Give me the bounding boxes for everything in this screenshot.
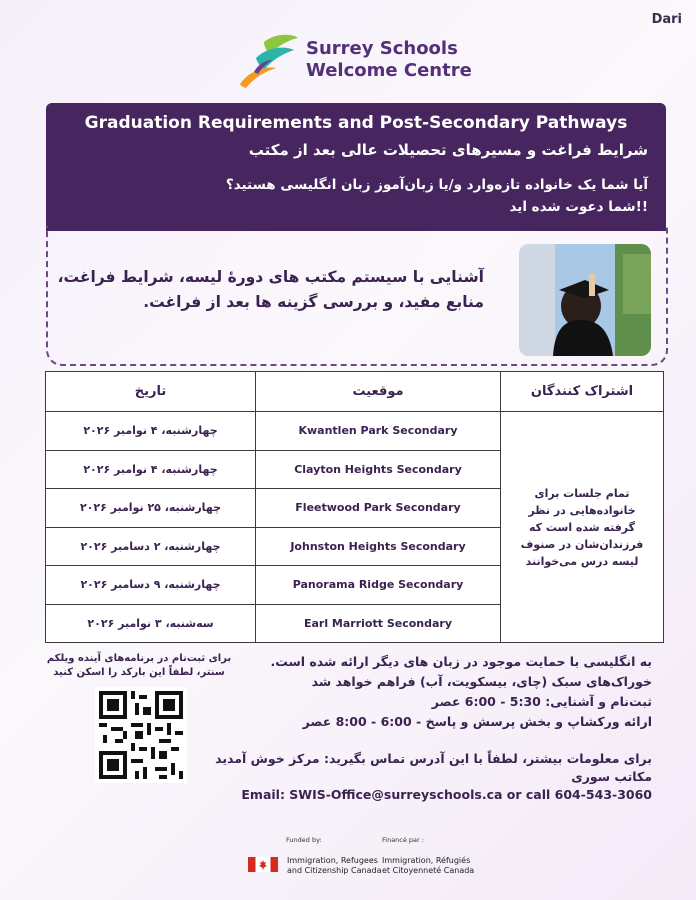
finance-par-label: Financé par : xyxy=(382,836,424,844)
title-dari: شرایط فراغت و مسیرهای تحصیلات عالی بعد از مکتب xyxy=(248,141,648,159)
registration-line-1: برای ثبت‌نام در برنامه‌های آینده ویلکم xyxy=(46,653,232,664)
logo-line-1: Surrey Schools xyxy=(306,38,458,59)
session-location: Clayton Heights Secondary xyxy=(256,450,501,489)
registration-note xyxy=(44,652,234,680)
session-date: سه‌شنبه، ۳ نوامبر ۲۰۲۶ xyxy=(46,604,256,643)
language-tag: Dari xyxy=(651,12,682,27)
ircc-english-line-2: and Citizenship Canada xyxy=(287,866,382,875)
event-info xyxy=(232,652,652,732)
ircc-french xyxy=(382,856,474,876)
header-participants: اشتراک کنندگان xyxy=(501,372,664,412)
table-header-row xyxy=(46,372,664,412)
canada-flag-icon xyxy=(248,857,278,872)
header-location: موقعیت xyxy=(256,372,501,412)
surrey-schools-logo xyxy=(236,32,486,92)
session-location: Panorama Ridge Secondary xyxy=(256,566,501,605)
intro-text: آشنایی با سیستم مکتب های دورهٔ لیسه، شرایط فراغت، منابع مفید، و بررسی گزینه ها بعد از فراغت. xyxy=(57,268,484,311)
session-date: چهارشنبه، ۹ دسامبر ۲۰۲۶ xyxy=(46,566,256,605)
title-english: Graduation Requirements and Post-Secondary Pathways xyxy=(84,113,628,133)
funded-by-label: Funded by: xyxy=(286,836,322,844)
info-workshop-time: ارائه ورکشاپ و بخش پرسش و پاسخ - 6:00 - 8:00 عصر xyxy=(302,714,652,729)
registration-line-2: سنتر، لطفاً این بارکد را اسکن کنید xyxy=(53,667,225,678)
qr-code[interactable] xyxy=(95,687,187,783)
session-date: چهارشنبه، ۲۵ نوامبر ۲۰۲۶ xyxy=(46,489,256,528)
header-banner xyxy=(46,103,666,231)
info-language-line: به انگلیسی با حمایت موجود در زبان های دیگر ارائه شده است. xyxy=(270,654,652,669)
logo-mark-icon xyxy=(236,32,306,92)
ircc-french-line-1: Immigration, Réfugiés xyxy=(382,856,471,865)
contact-email-phone[interactable]: Email: SWIS-Office@surreyschools.ca or call 604-543-3060 xyxy=(241,787,652,802)
schedule-table xyxy=(45,371,664,643)
session-location: Johnston Heights Secondary xyxy=(256,527,501,566)
info-registration-time: ثبت‌نام و آشنایی: 5:30 - 6:00 عصر xyxy=(431,694,652,709)
graduate-photo xyxy=(519,244,651,356)
ircc-english xyxy=(287,856,381,876)
invitation-question: آیا شما یک خانواده تازه‌وارد و/یا زبان‌آموز زبان انگلیسی هستید؟ xyxy=(225,177,648,193)
logo-line-2: Welcome Centre xyxy=(306,60,472,81)
ircc-french-line-2: et Citoyenneté Canada xyxy=(382,866,475,875)
table-row xyxy=(46,412,664,451)
invitation-text: !!شما دعوت شده اید xyxy=(509,199,648,215)
session-date: چهارشنبه، ۴ نوامبر ۲۰۲۶ xyxy=(46,412,256,451)
participants-note: تمام جلسات برای خانواده‌هایی در نظر گرفته شده است که فرزندان‌شان در صنوف لیسه درس می‌خوانند xyxy=(501,412,664,643)
session-location: Fleetwood Park Secondary xyxy=(256,489,501,528)
session-location: Kwantlen Park Secondary xyxy=(256,412,501,451)
contact-info xyxy=(212,750,652,804)
header-date: تاریخ xyxy=(46,372,256,412)
ircc-english-line-1: Immigration, Refugees xyxy=(287,856,378,865)
info-refreshments-line: خوراک‌های سبک (چای، بیسکویت، آب) فراهم خواهد شد xyxy=(311,674,652,689)
session-location: Earl Marriott Secondary xyxy=(256,604,501,643)
session-date: چهارشنبه، ۴ نوامبر ۲۰۲۶ xyxy=(46,450,256,489)
contact-text: برای معلومات بیشتر، لطفاً با این آدرس تماس بگیرید: مرکز خوش آمدید مکاتب سوری xyxy=(215,751,652,784)
session-date: چهارشنبه، ۲ دسامبر ۲۰۲۶ xyxy=(46,527,256,566)
